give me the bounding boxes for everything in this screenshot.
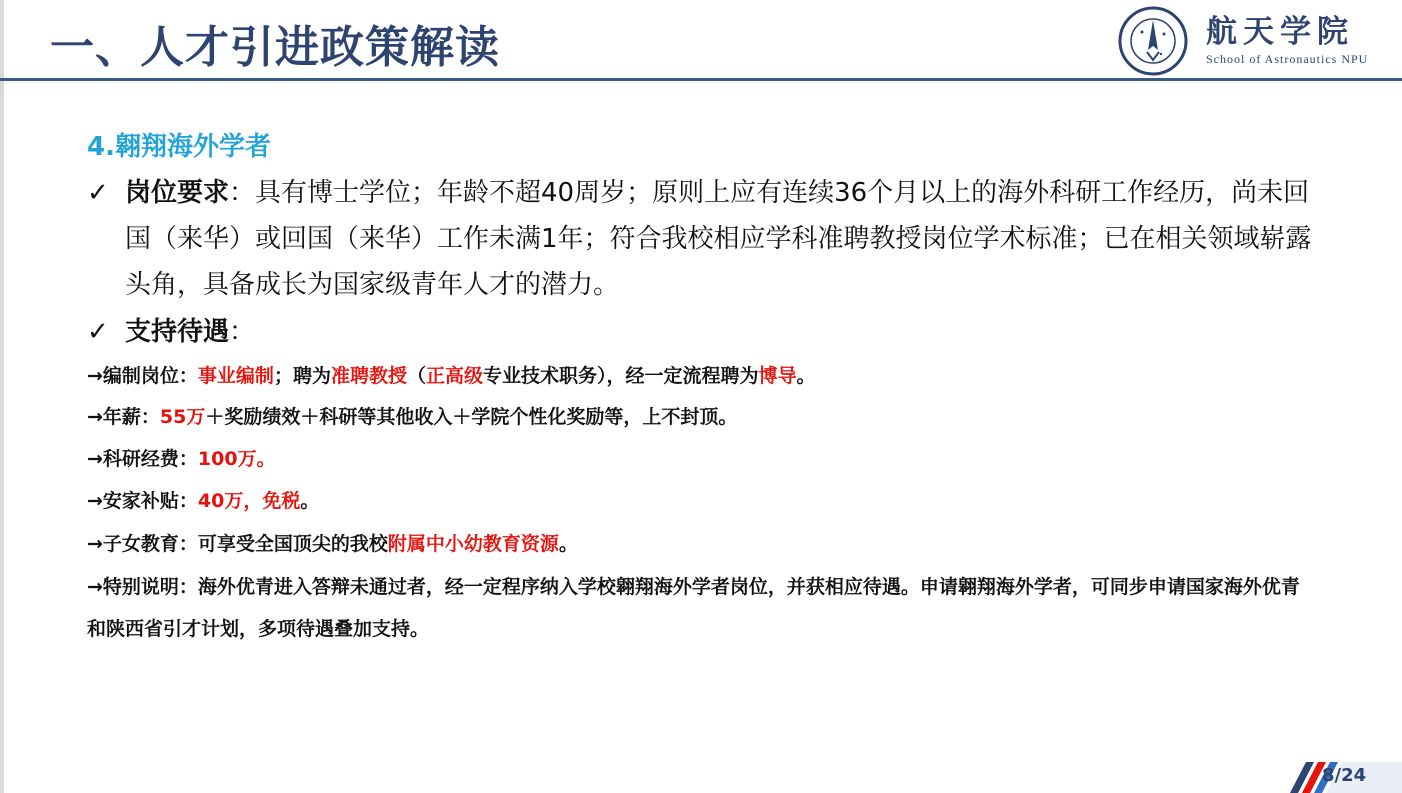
- detail-text: 。: [796, 365, 816, 387]
- detail-label: →科研经费：: [87, 448, 198, 470]
- detail-label: →年薪：: [87, 406, 160, 428]
- detail-research-fund: [87, 445, 276, 473]
- support-label: 支持待遇: [125, 317, 230, 347]
- highlight-text: 40万，免税: [197, 490, 301, 512]
- highlight-text: 正高级: [425, 365, 483, 387]
- detail-housing: [87, 487, 319, 515]
- detail-staffing: [87, 362, 816, 390]
- highlight-text: 准聘教授: [330, 365, 407, 387]
- support-colon: ：: [229, 317, 256, 347]
- detail-text: 。: [558, 533, 578, 555]
- page-number: 8/24: [1322, 765, 1367, 786]
- detail-education: [87, 530, 578, 558]
- support-text: [125, 309, 1317, 355]
- school-name-en: School of Astronautics NPU: [1206, 52, 1369, 66]
- section-heading: 4.翱翔海外学者: [87, 132, 271, 162]
- checkmark-icon: ✓: [87, 178, 109, 208]
- detail-label: →安家补贴：: [87, 490, 198, 512]
- requirements-label: 岗位要求: [125, 178, 230, 208]
- support-item: [87, 309, 1317, 355]
- school-logo: [1114, 6, 1192, 76]
- highlight-text: 55万: [159, 406, 206, 428]
- title-underline: [0, 78, 1402, 81]
- highlight-text: 100万。: [197, 448, 276, 470]
- requirements-body: ：具有博士学位；年龄不超40周岁；原则上应有连续36个月以上的海外科研工作经历，尚未回国（来华）或回国（来华）工作未满1年；符合我校相应学科准聘教授岗位学术标准；已在相关领域崭露头角，具备成长为国家级青年人才的潜力。: [125, 178, 1312, 300]
- school-name: 航天学院: [1206, 14, 1354, 50]
- highlight-text: 事业编制: [197, 365, 274, 387]
- slide-title: 一、人才引进政策解读: [50, 22, 500, 73]
- detail-label: →子女教育：可享受全国顶尖的我校: [87, 533, 388, 555]
- detail-text: ＋奖励绩效＋科研等其他收入＋学院个性化奖励等，上不封顶。: [205, 406, 738, 428]
- highlight-text: 博导: [758, 365, 797, 387]
- requirements-item: [87, 170, 1317, 308]
- detail-text: ；聘为: [273, 365, 331, 387]
- checkmark-icon: ✓: [87, 317, 109, 347]
- detail-text: 专业技术职务），经一定流程聘为: [483, 365, 759, 387]
- requirements-text: [125, 170, 1317, 308]
- highlight-text: 附属中小幼教育资源: [387, 533, 559, 555]
- detail-text: 。: [300, 490, 320, 512]
- detail-text: （: [406, 365, 426, 387]
- detail-label: →编制岗位：: [87, 365, 198, 387]
- detail-special-note: →特别说明：海外优青进入答辩未通过者，经一定程序纳入学校翱翔海外学者岗位，并获相应待遇。申请翱翔海外学者，可同步申请国家海外优青和陕西省引才计划，多项待遇叠加支持。: [87, 576, 1300, 640]
- left-edge-divider: [0, 0, 4, 793]
- detail-salary: [87, 403, 737, 431]
